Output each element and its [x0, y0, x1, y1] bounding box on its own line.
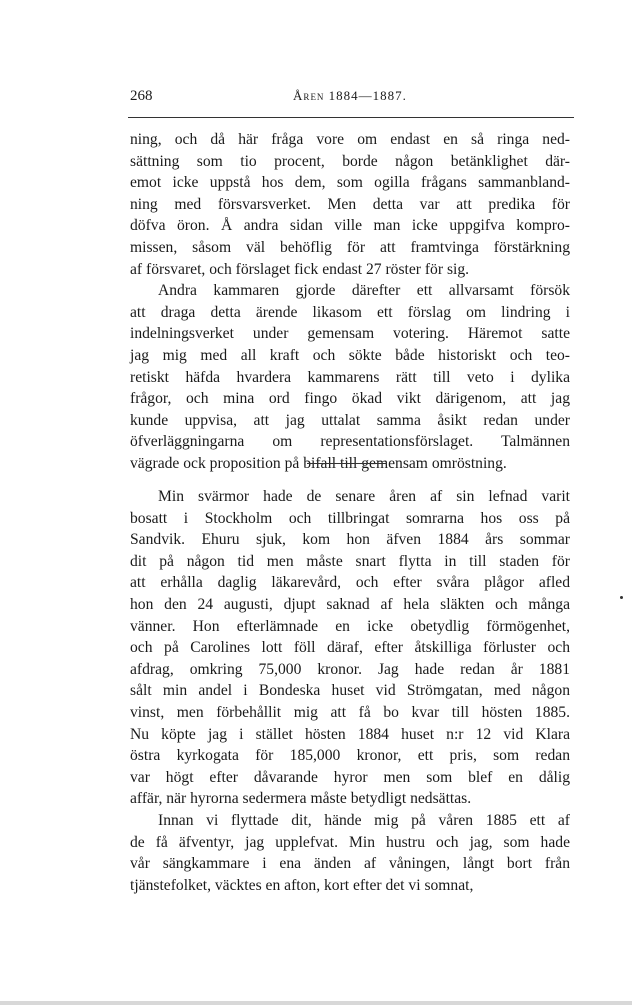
- text-line: affär, när hyrorna sedermera måste betydligt nedsättas.: [130, 790, 472, 808]
- text-line: jag mig med all kraft och sökte både historiskt och teo-: [130, 346, 570, 364]
- text-line: retiskt häfda hvardera kammarens rätt till veto i dylika: [130, 368, 570, 386]
- margin-mark: [620, 596, 623, 599]
- text-line: tjänstefolket, väcktes en afton, kort efter det vi somnat,: [130, 876, 474, 894]
- text-line: ning, och då här fråga vore om endast en så ringa ned-: [130, 131, 570, 148]
- text-line: vägrade ock proposition på bifall till gemensam omröstning.: [130, 454, 507, 472]
- text-line: var högt efter dåvarande hyror men som blef en dålig: [130, 768, 570, 786]
- page-number: 268: [130, 88, 153, 104]
- text-line: frågor, och mina ord fingo ökad vikt därigenom, att jag: [130, 390, 570, 408]
- text-line: bosatt i Stockholm och tillbringat somrarna hos oss på: [130, 509, 570, 527]
- text-line: vår sängkammare i ena änden af våningen, långt bort från: [130, 855, 570, 873]
- text-line: att draga detta ärende likasom ett förslag om lindring i: [130, 303, 570, 321]
- text-line: östra kyrkogata för 185,000 kronor, ett pris, som redan: [130, 747, 570, 765]
- text-line: vinst, men förbehållit mig att få bo kvar till hösten 1885.: [130, 703, 570, 721]
- text-line: hon den 24 augusti, djupt saknad af hela släkten och många: [130, 595, 570, 613]
- text-line: Andra kammaren gjorde därefter ett allvarsamt försök: [158, 282, 570, 300]
- text-line: vänner. Hon efterlämnade en icke obetydlig förmögenhet,: [130, 617, 570, 635]
- text-line: de få äfventyr, jag upplefvat. Min hustru och jag, som hade: [130, 833, 570, 851]
- text-line: öfverläggningarna om representationsförslaget. Talmännen: [130, 433, 570, 451]
- running-head: Åren 1884—1887.: [293, 88, 407, 103]
- section-divider: [307, 463, 387, 464]
- text-line: Nu köpte jag i stället hösten 1884 huset n:r 12 vid Klara: [130, 725, 570, 743]
- text-line: af försvaret, och förslaget fick endast 27 röster för sig.: [130, 260, 470, 278]
- text-line: missen, såsom väl behöflig för att framtvinga förstärkning: [130, 238, 570, 256]
- paragraph-group-2: [130, 486, 570, 896]
- text-line: emot icke uppstå hos dem, som ogilla frågans sammanbland-: [130, 174, 570, 192]
- paragraph-group-1: [130, 129, 570, 475]
- text-line: Sandvik. Ehuru sjuk, kom hon äfven 1884 års sommar: [130, 531, 570, 549]
- text-line: Innan vi flyttade dit, hände mig på våren 1885 ett af: [158, 811, 570, 829]
- text-line: döfva öron. Å andra sidan ville man icke uppgifva kompro-: [130, 217, 570, 235]
- text-line: ning med försvarsverket. Men detta var att predika för: [130, 195, 570, 213]
- text-line: Min svärmor hade de senare åren af sin lefnad varit: [158, 488, 570, 505]
- text-line: afdrag, omkring 75,000 kronor. Jag hade redan år 1881: [130, 660, 570, 678]
- text-line: indelningsverket under gemensam votering. Häremot satte: [130, 325, 570, 343]
- text-line: kunde uppvisa, att jag uttalat samma åsikt redan under: [130, 411, 570, 429]
- page-edge: [0, 1001, 632, 1005]
- header-rule: [128, 117, 574, 118]
- page-header: [130, 88, 570, 110]
- text-line: sättning som tio procent, borde någon betänklighet där-: [130, 152, 570, 170]
- text-line: dit på någon tid men måste snart flytta in till staden för: [130, 552, 570, 570]
- text-line: sålt min andel i Bondeska huset vid Strömgatan, med någon: [130, 682, 570, 700]
- text-line: att erhålla daglig läkarevård, och efter svåra plågor afled: [130, 574, 570, 592]
- text-line: och på Carolines lott föll däraf, efter åtskilliga förluster och: [130, 639, 570, 657]
